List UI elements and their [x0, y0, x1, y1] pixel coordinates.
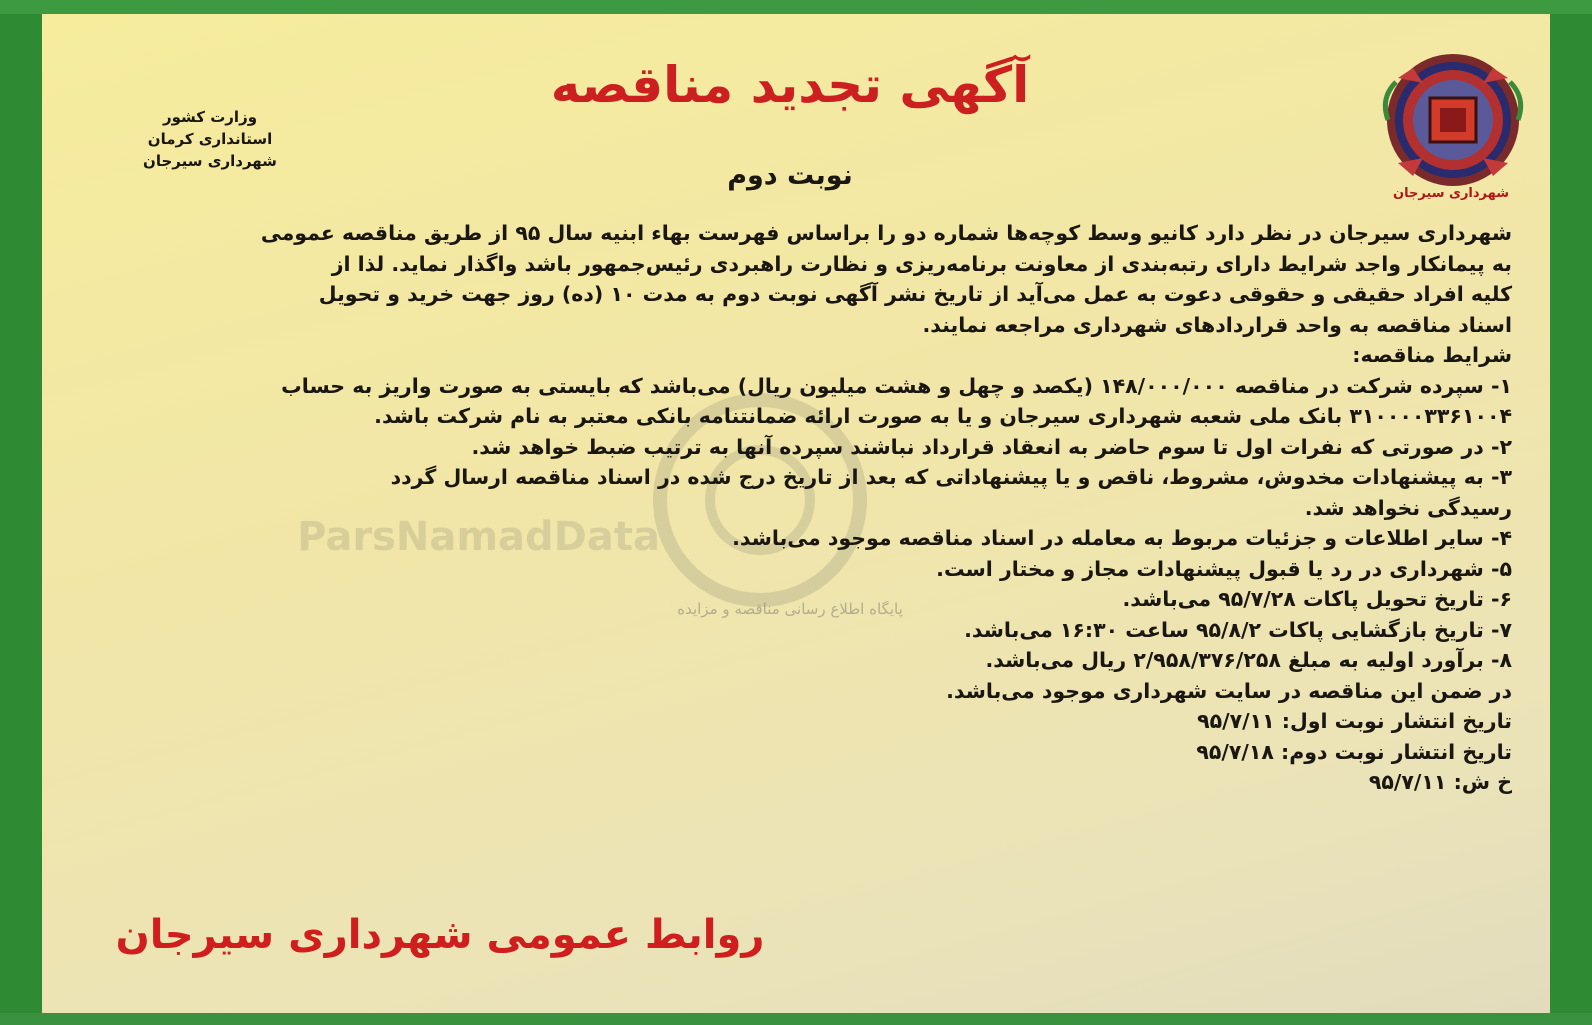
- body-line: شهرداری سیرجان در نظر دارد کانیو وسط کوچه‌ها شماره دو را براساس فهرست بهاء ابنیه سال ۹۵ از طریق مناقصه عمومی: [260, 221, 1512, 245]
- bottom-green-border: [0, 1013, 1592, 1025]
- watermark-text: ParsNamadData: [297, 514, 660, 560]
- condition-item: رسیدگی نخواهد شد.: [1304, 495, 1512, 520]
- condition-item: ۷- تاریخ بازگشایی پاکات ۹۵/۸/۲ ساعت ۱۶:۳۰ می‌باشد.: [964, 617, 1512, 642]
- condition-item: ۳- به پیشنهادات مخدوش، مشروط، ناقص و یا پیشنهاداتی که بعد از تاریخ درج شده در اسناد مناقصه ارسال گردد: [390, 465, 1512, 489]
- logo-caption: شهرداری سیرجان: [1392, 186, 1510, 201]
- publish-date-first: تاریخ انتشار نوبت اول: ۹۵/۷/۱۱: [1197, 709, 1512, 733]
- public-relations-signature: روابط عمومی شهرداری سیرجان: [115, 912, 765, 958]
- body-line: در ضمن این مناقصه در سایت شهرداری موجود می‌باشد.: [946, 678, 1512, 703]
- left-green-border: [0, 0, 42, 1025]
- condition-item: ۱- سپرده شرکت در مناقصه ۱۴۸/۰۰۰/۰۰۰ (یکصد و چهل و هشت میلیون ریال) می‌باشد که بایستی به صورت واریز به حساب: [281, 373, 1512, 398]
- ministry-line: شهرداری سیرجان: [143, 152, 277, 170]
- right-green-border: [1550, 0, 1592, 1025]
- body-line: کلیه افراد حقیقی و حقوقی دعوت به عمل می‌آید از تاریخ نشر آگهی نوبت دوم به مدت ۱۰ (ده) روز جهت خرید و تحویل: [318, 282, 1512, 306]
- condition-item: ۶- تاریخ تحویل پاکات ۹۵/۷/۲۸ می‌باشد.: [1122, 587, 1512, 611]
- ministry-line: وزارت کشور: [162, 108, 258, 126]
- condition-item: ۴- سایر اطلاعات و جزئیات مربوط به معامله در اسناد مناقصه موجود می‌باشد.: [732, 526, 1512, 550]
- ad-title: آگهی تجدید مناقصه: [550, 56, 1030, 114]
- ad-subtitle: نوبت دوم: [727, 160, 853, 191]
- reference-number: خ ش: ۹۵/۷/۱۱: [1368, 770, 1512, 794]
- publish-date-second: تاریخ انتشار نوبت دوم: ۹۵/۷/۱۸: [1196, 739, 1512, 764]
- top-green-border: [0, 0, 1592, 14]
- condition-item: ۵- شهرداری در رد یا قبول پیشنهادات مجاز و مختار است.: [936, 556, 1512, 581]
- ministry-block: [110, 106, 310, 172]
- ad-body: [72, 218, 1512, 798]
- body-line: به پیمانکار واجد شرایط دارای رتبه‌بندی از معاونت برنامه‌ریزی و نظارت راهبردی رئیس‌جمهور باشد واگذار نماید. لذا از: [331, 251, 1512, 276]
- ministry-line: استانداری کرمان: [147, 130, 273, 148]
- condition-item: ۸- برآورد اولیه به مبلغ ۲/۹۵۸/۳۷۶/۲۵۸ ریال می‌باشد.: [985, 648, 1512, 672]
- watermark-caption: پایگاه اطلاع رسانی مناقصه و مزایده: [677, 600, 903, 618]
- conditions-heading: شرایط مناقصه:: [1352, 343, 1512, 367]
- condition-item: ۲- در صورتی که نفرات اول تا سوم حاضر به انعقاد قرارداد نباشند سپرده آنها به ترتیب ضبط خواهد شد.: [471, 434, 1512, 459]
- body-line: اسناد مناقصه به واحد قراردادهای شهرداری مراجعه نمایند.: [922, 312, 1512, 337]
- condition-item: ۳۱۰۰۰۰۳۳۶۱۰۰۴ بانک ملی شعبه شهرداری سیرجان و یا به صورت ارائه ضمانتنامه بانکی معتبر به نام شرکت باشد.: [374, 404, 1512, 428]
